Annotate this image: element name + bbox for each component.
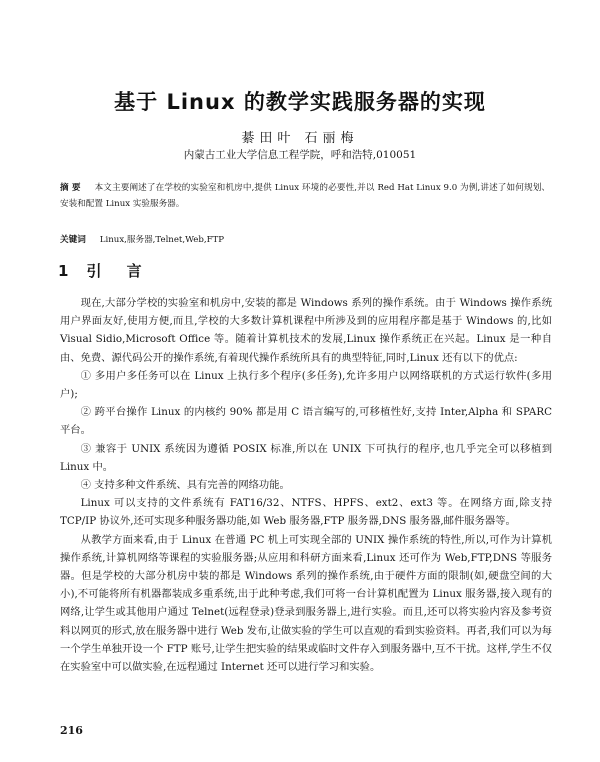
paragraph: 从教学方面来看,由于 Linux 在普通 PC 机上可实现全部的 UNIX 操作系统的特性,所以,可作为计算机操作系统,计算机网络等课程的实验服务器;从应用和科研方面来看,Linux 还可作为 Web,FTP,DNS 等服务器。但是学校的大部分机房中装的都是 Windows 系列的操作系统,由于硬件方面的限制(如,硬盘空间的大小),不可能将所有机器都装成多重系统,出于此种考虑,我们可将一台计算机配置为 Linux 服务器,接入现有的网络,让学生或其他用户通过 Telnet(远程登录)登录到服务器上,进行实验。而且,还可以将实验内容及参考资料以网页的形式,放在服务器中进行 Web 发布,让做实验的学生可以直观的看到实验资料。再者,我们可以为每一个学生单独开设一个 FTP 账号,让学生把实验的结果或临时文件存入到服务器中,互不干扰。这样,学生不仅在实验室中可以做实验,在远程通过 Internet 还可以进行学习和实验。 bbox=[60, 533, 552, 674]
paragraph: ① 多用户多任务可以在 Linux 上执行多个程序(多任务),允许多用户以网络联机的方式运行软件(多用户); bbox=[60, 369, 552, 401]
abstract bbox=[60, 180, 550, 212]
paragraph: 现在,大部分学校的实验室和机房中,安装的都是 Windows 系列的操作系统。由于 Windows 操作系统用户界面友好,使用方便,而且,学校的大多数计算机课程中所涉及到的应用程序都是基于 Windows 的,比如 Visual Sidio,Microsoft Office 等。随着计算机技术的发展,Linux 操作系统正在兴起。Linux 是一种自由、免费、源代码公开的操作系统,有着现代操作系统所具有的典型特征,同时,Linux 还有以下的优点: bbox=[60, 297, 552, 364]
abstract-text: 本文主要阐述了在学校的实验室和机房中,提供 Linux 环境的必要性,并以 Red Hat Linux 9.0 为例,讲述了如何规划、安装和配置 Linux 实验服务器。 bbox=[60, 183, 551, 209]
keywords bbox=[60, 232, 550, 248]
paper-authors: 綦田叶 石丽梅 bbox=[241, 131, 359, 146]
paragraph: ③ 兼容于 UNIX 系统因为遵循 POSIX 标准,所以在 UNIX 下可执行的程序,也几乎完全可以移植到 Linux 中。 bbox=[60, 442, 552, 473]
section-title: 引 言 bbox=[86, 262, 152, 280]
abstract-label: 摘 要 bbox=[60, 183, 81, 193]
section-number: 1 bbox=[58, 262, 69, 280]
keywords-text: Linux,服务器,Telnet,Web,FTP bbox=[99, 235, 225, 245]
section-heading bbox=[58, 260, 152, 281]
page-number: 216 bbox=[60, 724, 83, 737]
paragraph: ② 跨平台操作 Linux 的内核约 90% 都是用 C 语言编写的,可移植性好,支持 Inter,Alpha 和 SPARC 平台。 bbox=[60, 406, 552, 437]
body-text bbox=[60, 294, 552, 676]
keywords-label: 关键词 bbox=[60, 235, 86, 245]
paragraph: Linux 可以支持的文件系统有 FAT16/32、NTFS、HPFS、ext2、ext3 等。在网络方面,除支持 TCP/IP 协议外,还可实现多种服务器功能,如 Web 服务器,FTP 服务器,DNS 服务器,邮件服务器等。 bbox=[60, 497, 552, 528]
paper-affiliation: 内蒙古工业大学信息工程学院，呼和浩特,010051 bbox=[183, 149, 417, 161]
paragraph: ④ 支持多种文件系统、具有完善的网络功能。 bbox=[80, 479, 290, 492]
paper-title: 基于 Linux 的教学实践服务器的实现 bbox=[114, 90, 486, 114]
